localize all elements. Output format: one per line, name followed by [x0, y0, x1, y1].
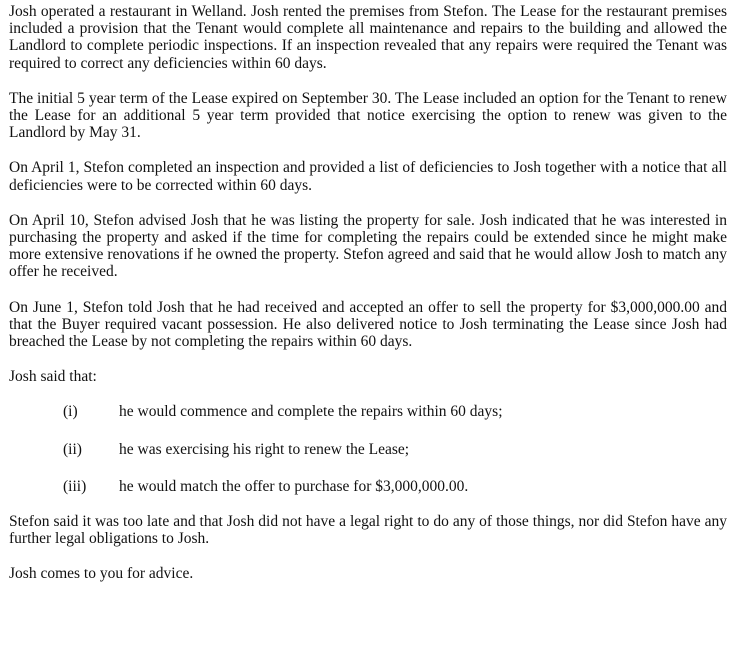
- paragraph-stefon-response: Stefon said it was too late and that Josh did not have a legal right to do any of those things, nor did Stefon have any further legal obligations to Josh.: [9, 513, 727, 548]
- list-item: [9, 441, 727, 458]
- paragraph-termination: On June 1, Stefon told Josh that he had received and accepted an offer to sell the property for $3,000,000.00 and that the Buyer required vacant possession. He also delivered notice to Josh terminating the Lease since Josh had breached the Lease by not completing the repairs within 60 days.: [9, 298, 727, 351]
- list-item-text: he was exercising his right to renew the Lease;: [119, 440, 410, 458]
- list-marker: (i): [63, 403, 78, 421]
- claims-list: [9, 403, 727, 495]
- paragraph-josh-said: Josh said that:: [9, 368, 97, 386]
- list-item-text: he would match the offer to purchase for $3,000,000.00.: [119, 477, 469, 495]
- list-marker: (ii): [63, 440, 82, 458]
- list-item: [9, 478, 727, 495]
- paragraph-facts: Josh operated a restaurant in Welland. Josh rented the premises from Stefon. The Lease for the restaurant premises included a provision that the Tenant would complete all maintenance and repairs to the building and allowed the Landlord to complete periodic inspections. If an inspection revealed that any repairs were required the Tenant was required to correct any deficiencies within 60 days.: [9, 3, 727, 72]
- document-body: [9, 3, 727, 601]
- paragraph-lease-term: The initial 5 year term of the Lease expired on September 30. The Lease included an option for the Tenant to renew the Lease for an additional 5 year term provided that notice exercising the option to renew was given to the Landlord by May 31.: [9, 89, 727, 142]
- list-marker: (iii): [63, 477, 87, 495]
- paragraph-inspection: On April 1, Stefon completed an inspection and provided a list of deficiencies to Josh together with a notice that all deficiencies were to be corrected within 60 days.: [9, 159, 727, 194]
- paragraph-sale-listing: On April 10, Stefon advised Josh that he was listing the property for sale. Josh indicated that he was interested in purchasing the property and asked if the time for completing the repairs could be extended since he might make more extensive renovations if he owned the property. Stefon agreed and said that he would allow Josh to match any offer he received.: [9, 211, 727, 281]
- list-item: [9, 403, 727, 420]
- list-item-text: he would commence and complete the repairs within 60 days;: [119, 403, 503, 421]
- paragraph-advice: Josh comes to you for advice.: [9, 565, 194, 583]
